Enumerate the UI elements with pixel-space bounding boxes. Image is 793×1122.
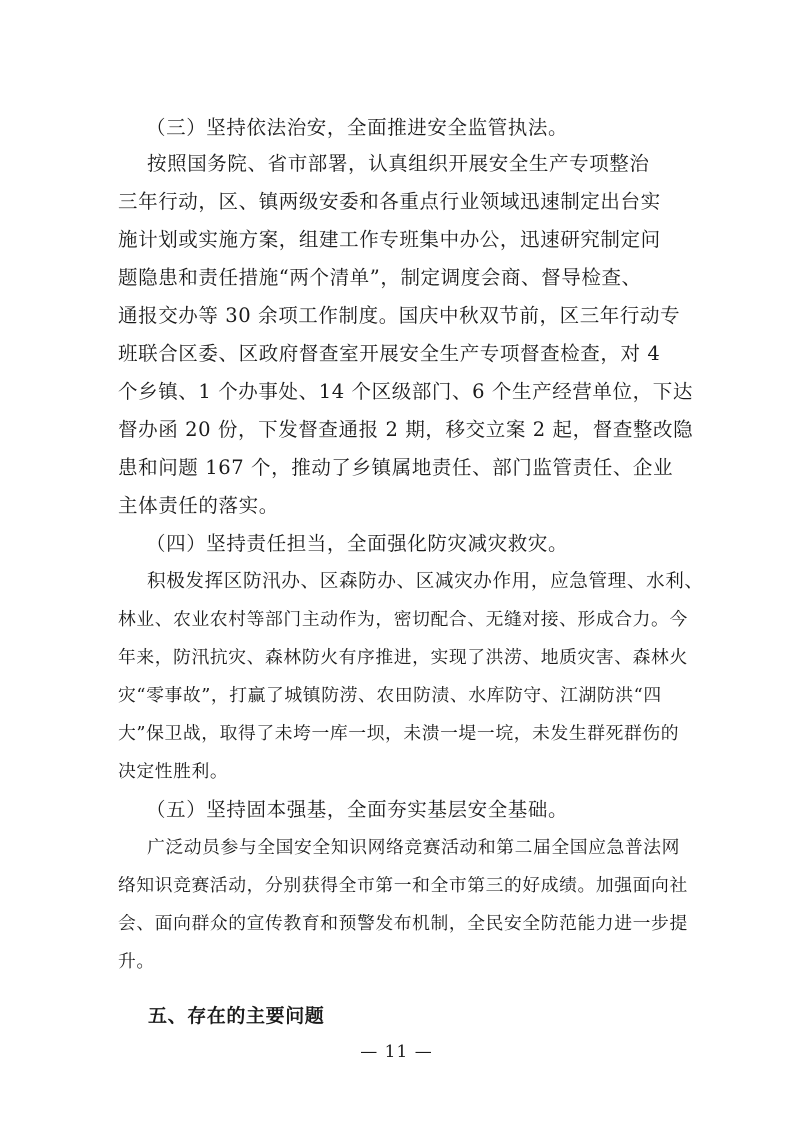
paragraph-line: 通报交办等 30 余项工作制度。国庆中秋双节前，区三年行动专 [118, 304, 681, 327]
paragraph-line: 主体责任的落实。 [118, 494, 279, 517]
section-heading: （四）坚持责任担当，全面强化防灾减灾救灾。 [146, 532, 569, 555]
paragraph-line: 患和问题 167 个，推动了乡镇属地责任、部门监管责任、企业 [118, 456, 674, 479]
page-number: — 11 — [360, 1042, 433, 1062]
main-heading: 五、存在的主要问题 [148, 1005, 325, 1027]
paragraph-line: 灾“零事故”，打赢了城镇防涝、农田防渍、水库防守、江湖防洪“四 [118, 685, 662, 706]
section-heading: （五）坚持固本强基，全面夯实基层安全基础。 [146, 798, 569, 821]
paragraph-line: 络知识竞赛活动，分别获得全市第一和全市第三的好成绩。加强面向社 [118, 875, 688, 896]
paragraph-line: 广泛动员参与全国安全知识网络竞赛活动和第二届全国应急普法网 [147, 837, 681, 858]
paragraph-line: 题隐患和责任措施“两个清单”，制定调度会商、督导检查、 [118, 266, 642, 289]
paragraph-line: 林业、农业农村等部门主动作为，密切配合、无缝对接、形成合力。今 [118, 609, 688, 630]
paragraph-line: 决定性胜利。 [118, 761, 229, 782]
section-heading: （三）坚持依法治安，全面推进安全监管执法。 [146, 116, 569, 139]
paragraph-line: 会、面向群众的宣传教育和预警发布机制，全民安全防范能力进一步提 [118, 913, 688, 934]
paragraph-line: 按照国务院、省市部署，认真组织开展安全生产专项整治 [147, 152, 650, 175]
paragraph-line: 班联合区委、区政府督查室开展安全生产专项督查检查，对 4 [118, 342, 661, 365]
paragraph-line: 升。 [118, 951, 155, 972]
paragraph-line: 个乡镇、1 个办事处、14 个区级部门、6 个生产经营单位，下达 [118, 380, 693, 403]
paragraph-line: 施计划或实施方案，组建工作专班集中办公，迅速研究制定问 [118, 228, 661, 251]
document-body [118, 112, 704, 1032]
paragraph-line: 积极发挥区防汛办、区森防办、区减灾办作用，应急管理、水利、 [147, 571, 704, 592]
paragraph-line: 三年行动，区、镇两级安委和各重点行业领域迅速制定出台实 [118, 190, 661, 213]
paragraph-line: 年来，防汛抗灾、森林防火有序推进，实现了洪涝、地质灾害、森林火 [118, 647, 688, 668]
paragraph-line: 督办函 20 份，下发督查通报 2 期，移交立案 2 起，督查整改隐 [118, 418, 694, 441]
paragraph-line: 大”保卫战，取得了未垮一库一坝，未溃一堤一垸，未发生群死群伤的 [118, 723, 680, 744]
